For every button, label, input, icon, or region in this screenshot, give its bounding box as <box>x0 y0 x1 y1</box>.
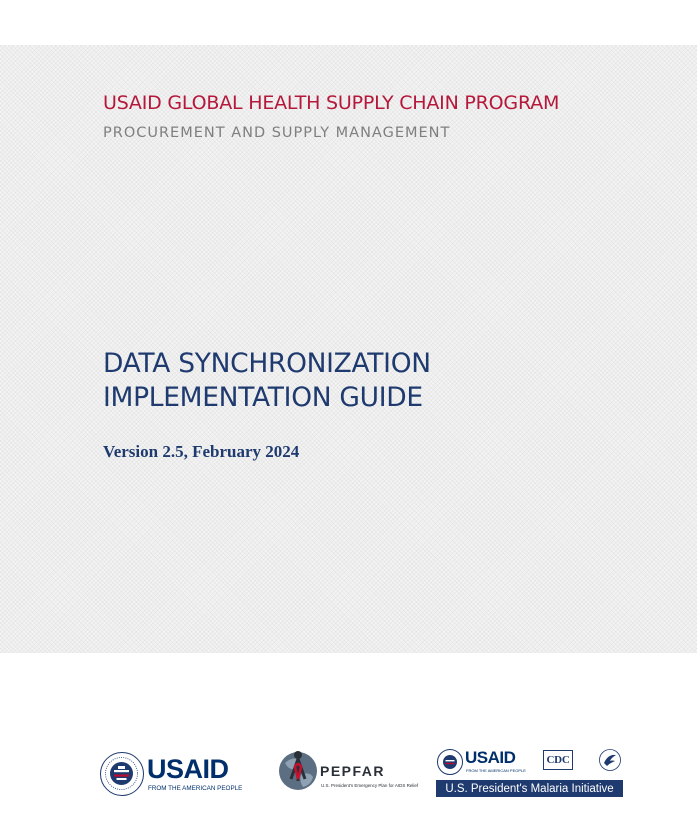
pmi-banner: U.S. President's Malaria Initiative <box>436 780 623 797</box>
cdc-logo: CDC <box>543 750 573 770</box>
pmi-usaid-tagline: FROM THE AMERICAN PEOPLE <box>466 768 526 773</box>
pepfar-globe-icon <box>277 749 319 795</box>
pmi-usaid-wordmark: USAID <box>465 748 516 767</box>
document-title-line-1: DATA SYNCHRONIZATION <box>103 348 431 379</box>
version-date: Version 2.5, February 2024 <box>103 442 300 461</box>
usaid-seal-icon <box>100 752 144 796</box>
hhs-eagle-icon <box>598 748 622 772</box>
program-title: USAID GLOBAL HEALTH SUPPLY CHAIN PROGRAM <box>103 92 560 114</box>
usaid-wordmark: USAID <box>147 754 229 784</box>
pmi-usaid-seal-icon <box>437 749 463 775</box>
usaid-tagline: FROM THE AMERICAN PEOPLE <box>148 785 243 792</box>
document-title-line-2: IMPLEMENTATION GUIDE <box>103 382 423 413</box>
pepfar-tagline: U.S. President's Emergency Plan for AIDS Relief <box>321 783 419 788</box>
document-title <box>103 347 431 415</box>
program-subtitle: PROCUREMENT AND SUPPLY MANAGEMENT <box>103 125 451 141</box>
pepfar-wordmark: PEPFAR <box>320 763 386 779</box>
